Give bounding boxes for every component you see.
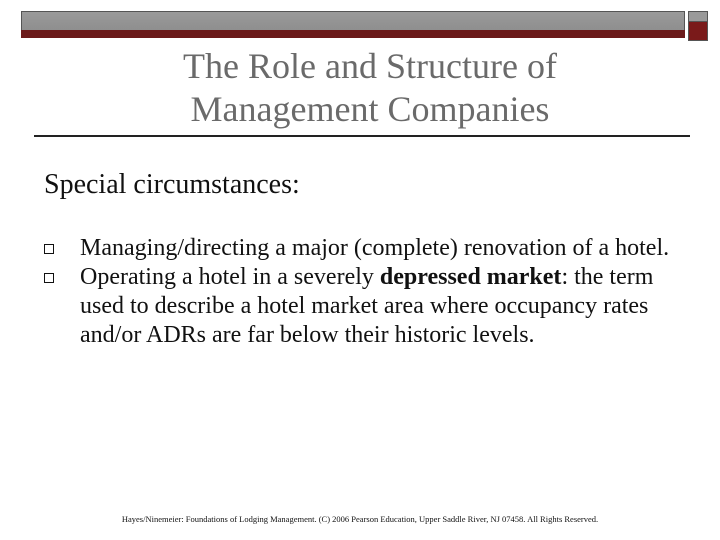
header-stripe <box>21 30 685 38</box>
bullet-bold-term: depressed market <box>379 264 562 290</box>
bullet-list <box>44 234 694 350</box>
bullet-text: Operating a hotel in a severely <box>80 264 380 290</box>
corner-square-maroon <box>688 21 708 41</box>
list-item <box>44 263 694 350</box>
bullet-text: Managing/directing a major (complete) renovation of a hotel. <box>80 235 670 261</box>
slide-title <box>100 45 640 131</box>
bullet-text-continued: : the term used to describe a hotel market area where occupancy rates and/or ADRs are far below their historic levels. <box>80 264 654 348</box>
title-line-1: The Role and Structure of <box>183 46 557 86</box>
hollow-square-bullet-icon <box>44 273 54 283</box>
lead-text: Special circumstances: <box>44 169 300 200</box>
copyright-footer: Hayes/Ninemeier: Foundations of Lodging Management. (C) 2006 Pearson Education, Upper Saddle River, NJ 07458. All Rights Reserved. <box>121 514 599 524</box>
title-line-2: Management Companies <box>190 89 550 129</box>
list-item <box>44 234 694 263</box>
hollow-square-bullet-icon <box>44 244 54 254</box>
title-divider <box>34 135 690 137</box>
